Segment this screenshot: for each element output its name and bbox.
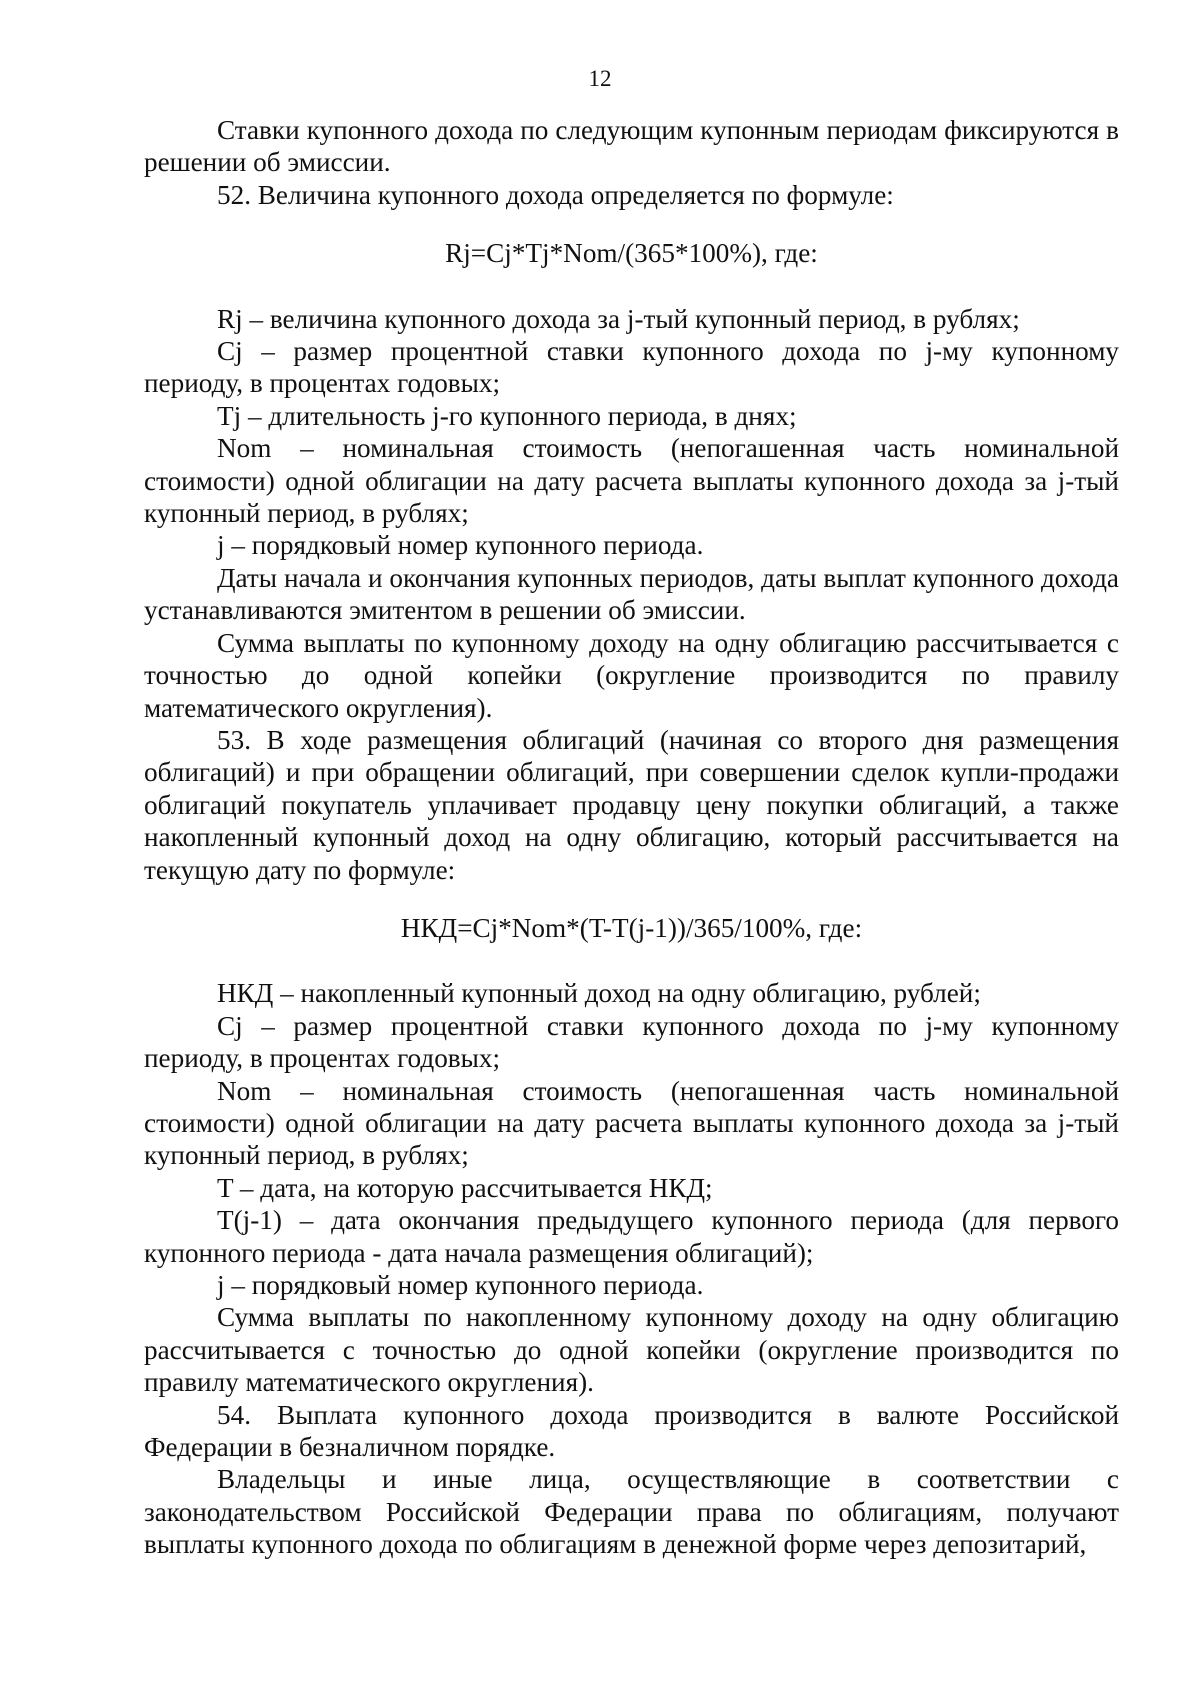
document-body xyxy=(144,114,1119,1561)
definition-rj: Rj – величина купонного дохода за j-тый купонный период, в рублях; xyxy=(217,303,1020,334)
definition-nom-2: Nom – номинальная стоимость (непогашенная часть номинальной стоимости) одной облигации на дату расчета выплаты купонного дохода за j-тый купонный период, в рублях; xyxy=(144,1075,1119,1171)
paragraph-accrued-payment-rounding: Сумма выплаты по накопленному купонному доходу на одну облигацию рассчитывается с точностью до одной копейки (округление производится по правилу математического округления). xyxy=(144,1302,1119,1398)
definition-nkd: НКД – накопленный купонный доход на одну облигацию, рублей; xyxy=(217,978,981,1009)
page-number: 12 xyxy=(588,66,612,91)
definition-j-2: j – порядковый номер купонного периода. xyxy=(217,1270,704,1300)
paragraph-52-coupon-formula-intro: 52. Величина купонного дохода определяется по формуле: xyxy=(217,179,894,210)
paragraph-coupon-payment-rounding: Сумма выплаты по купонному доходу на одну облигацию рассчитывается с точностью до одной копейки (округление производится по правилу математического округления). xyxy=(144,627,1119,723)
definition-tj: Tj – длительность j-го купонного периода, в днях; xyxy=(217,400,797,431)
definition-t: T – дата, на которую рассчитывается НКД; xyxy=(217,1172,713,1203)
definition-nom: Nom – номинальная стоимость (непогашенная часть номинальной стоимости) одной облигации на дату расчета выплаты купонного дохода за j-тый купонный период, в рублях; xyxy=(144,433,1119,529)
definition-cj: Cj – размер процентной ставки купонного дохода по j-му купонному периоду, в процентах годовых; xyxy=(144,336,1119,399)
paragraph-coupon-period-dates: Даты начала и окончания купонных периодов, даты выплат купонного дохода устанавливаются эмитентом в решении об эмиссии. xyxy=(144,562,1119,626)
paragraph-coupon-rates-fixed: Ставки купонного дохода по следующим купонным периодам фиксируются в решении об эмиссии. xyxy=(144,115,1119,178)
definition-j: j – порядковый номер купонного периода. xyxy=(217,530,704,561)
definition-t-j-1: T(j-1) – дата окончания предыдущего купонного периода (для первого купонного периода - дата начала размещения облигаций); xyxy=(144,1205,1119,1268)
formula-coupon-income: Rj=Cj*Tj*Nom/(365*100%), где: xyxy=(445,238,818,269)
definition-cj-2: Cj – размер процентной ставки купонного дохода по j-му купонному периоду, в процентах годовых; xyxy=(144,1010,1119,1074)
paragraph-54-payment-currency: 54. Выплата купонного дохода производится в валюте Российской Федерации в безналичном порядке. xyxy=(144,1399,1119,1463)
paragraph-owners-payment-depository: Владельцы и иные лица, осуществляющие в соответствии с законодательством Российской Федерации права по облигациям, получают выплаты купонного дохода по облигациям в денежной форме через депозитарий, xyxy=(144,1464,1119,1560)
paragraph-53-accrued-income: 53. В ходе размещения облигаций (начиная со второго дня размещения облигаций) и при обращении облигаций, при совершении сделок купли-продажи облигаций покупатель уплачивает продавцу цену покупки облигаций, а также накопленный купонный доход на одну облигацию, который рассчитывается на текущую дату по формуле: xyxy=(144,724,1119,885)
formula-accrued-coupon-income: НКД=Cj*Nom*(T-T(j-1))/365/100%, где: xyxy=(400,912,863,943)
